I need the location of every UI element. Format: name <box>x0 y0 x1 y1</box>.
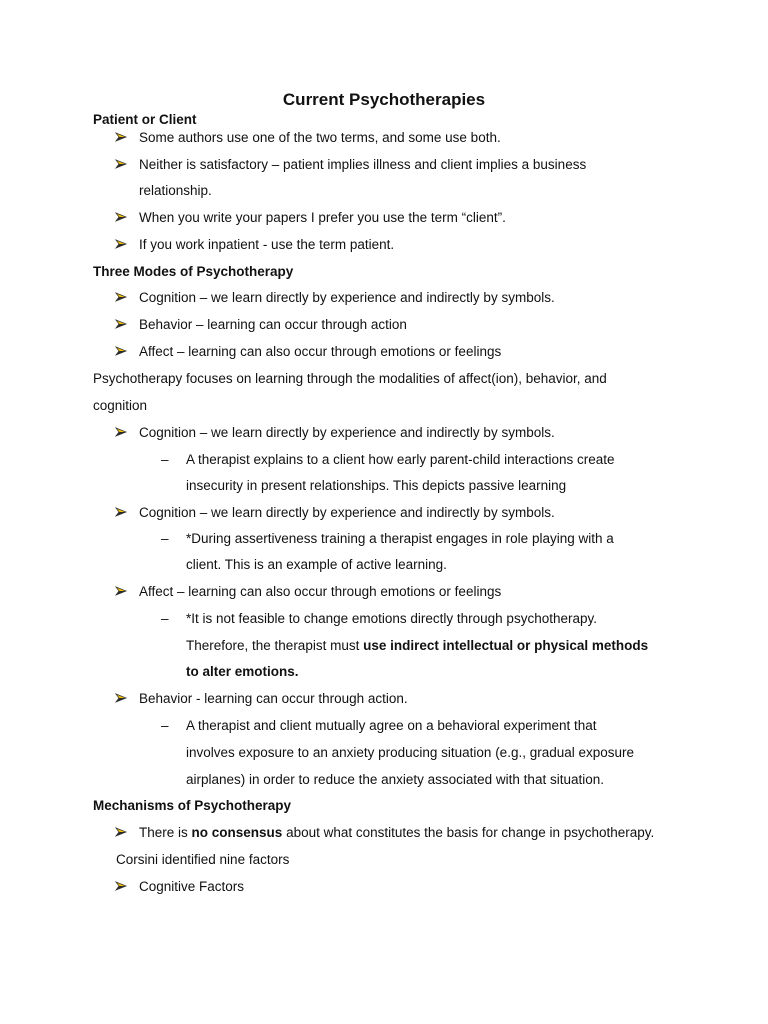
arrow-bullet-icon <box>114 585 128 597</box>
emphasis-text: no consensus <box>191 825 283 840</box>
plain-text: Therefore, the therapist must <box>186 638 364 653</box>
sub-bullet-text: *During assertiveness training a therapist engages in role playing with a <box>186 531 614 546</box>
paragraph-line: cognition <box>93 398 148 413</box>
bullet-text: Cognition – we learn directly by experience and indirectly by symbols. <box>139 425 555 440</box>
emphasis-text: use indirect intellectual or physical methods <box>363 638 649 653</box>
section-heading-mechanisms: Mechanisms of Psychotherapy <box>93 798 292 813</box>
arrow-bullet-icon <box>114 692 128 704</box>
bullet-text <box>139 824 654 842</box>
dash-marker: – <box>161 611 169 626</box>
arrow-bullet-icon <box>114 291 128 303</box>
arrow-bullet-icon <box>114 318 128 330</box>
section-heading-three-modes: Three Modes of Psychotherapy <box>93 264 294 279</box>
bullet-text: If you work inpatient - use the term patient. <box>139 237 395 252</box>
bullet-text-continued: relationship. <box>139 183 212 198</box>
sub-bullet-text: A therapist explains to a client how early parent-child interactions create <box>186 452 615 467</box>
bullet-text: Some authors use one of the two terms, and some use both. <box>139 130 501 145</box>
bullet-text: When you write your papers I prefer you use the term “client”. <box>139 210 506 225</box>
arrow-bullet-icon <box>114 506 128 518</box>
section-heading-patient-or-client: Patient or Client <box>93 112 197 127</box>
arrow-bullet-icon <box>114 826 128 838</box>
sub-bullet-text-continued: client. This is an example of active learning. <box>186 557 447 572</box>
paragraph-line: Psychotherapy focuses on learning through the modalities of affect(ion), behavior, and <box>93 371 607 386</box>
sub-bullet-text-continued <box>186 637 648 655</box>
dash-marker: – <box>161 452 169 467</box>
bullet-text: Neither is satisfactory – patient implies illness and client implies a business <box>139 157 587 172</box>
emphasis-text: to alter emotions. <box>186 664 299 679</box>
page-title: Current Psychotherapies <box>282 90 486 109</box>
arrow-bullet-icon <box>114 131 128 143</box>
bullet-text: Affect – learning can also occur through emotions or feelings <box>139 344 502 359</box>
bullet-text: Behavior - learning can occur through action. <box>139 691 408 706</box>
dash-marker: – <box>161 531 169 546</box>
sub-bullet-text-continued: airplanes) in order to reduce the anxiety associated with that situation. <box>186 772 604 787</box>
bullet-text: Behavior – learning can occur through action <box>139 317 407 332</box>
plain-text: There is <box>139 825 192 840</box>
arrow-bullet-icon <box>114 426 128 438</box>
arrow-bullet-icon <box>114 238 128 250</box>
arrow-bullet-icon <box>114 158 128 170</box>
bullet-text: Affect – learning can also occur through emotions or feelings <box>139 584 502 599</box>
bullet-text: Cognition – we learn directly by experience and indirectly by symbols. <box>139 290 555 305</box>
plain-text: about what constitutes the basis for change in psychotherapy. <box>282 825 655 840</box>
bullet-text: Cognitive Factors <box>139 879 245 894</box>
arrow-bullet-icon <box>114 345 128 357</box>
dash-marker: – <box>161 718 169 733</box>
bullet-text: Cognition – we learn directly by experience and indirectly by symbols. <box>139 505 555 520</box>
arrow-bullet-icon <box>114 211 128 223</box>
sub-bullet-text: *It is not feasible to change emotions directly through psychotherapy. <box>186 611 597 626</box>
sub-bullet-text-continued: insecurity in present relationships. This depicts passive learning <box>186 478 567 493</box>
arrow-bullet-icon <box>114 880 128 892</box>
sub-bullet-text: A therapist and client mutually agree on a behavioral experiment that <box>186 718 597 733</box>
corsini-line: Corsini identified nine factors <box>116 852 290 867</box>
sub-bullet-text-continued: involves exposure to an anxiety producing situation (e.g., gradual exposure <box>186 745 635 760</box>
